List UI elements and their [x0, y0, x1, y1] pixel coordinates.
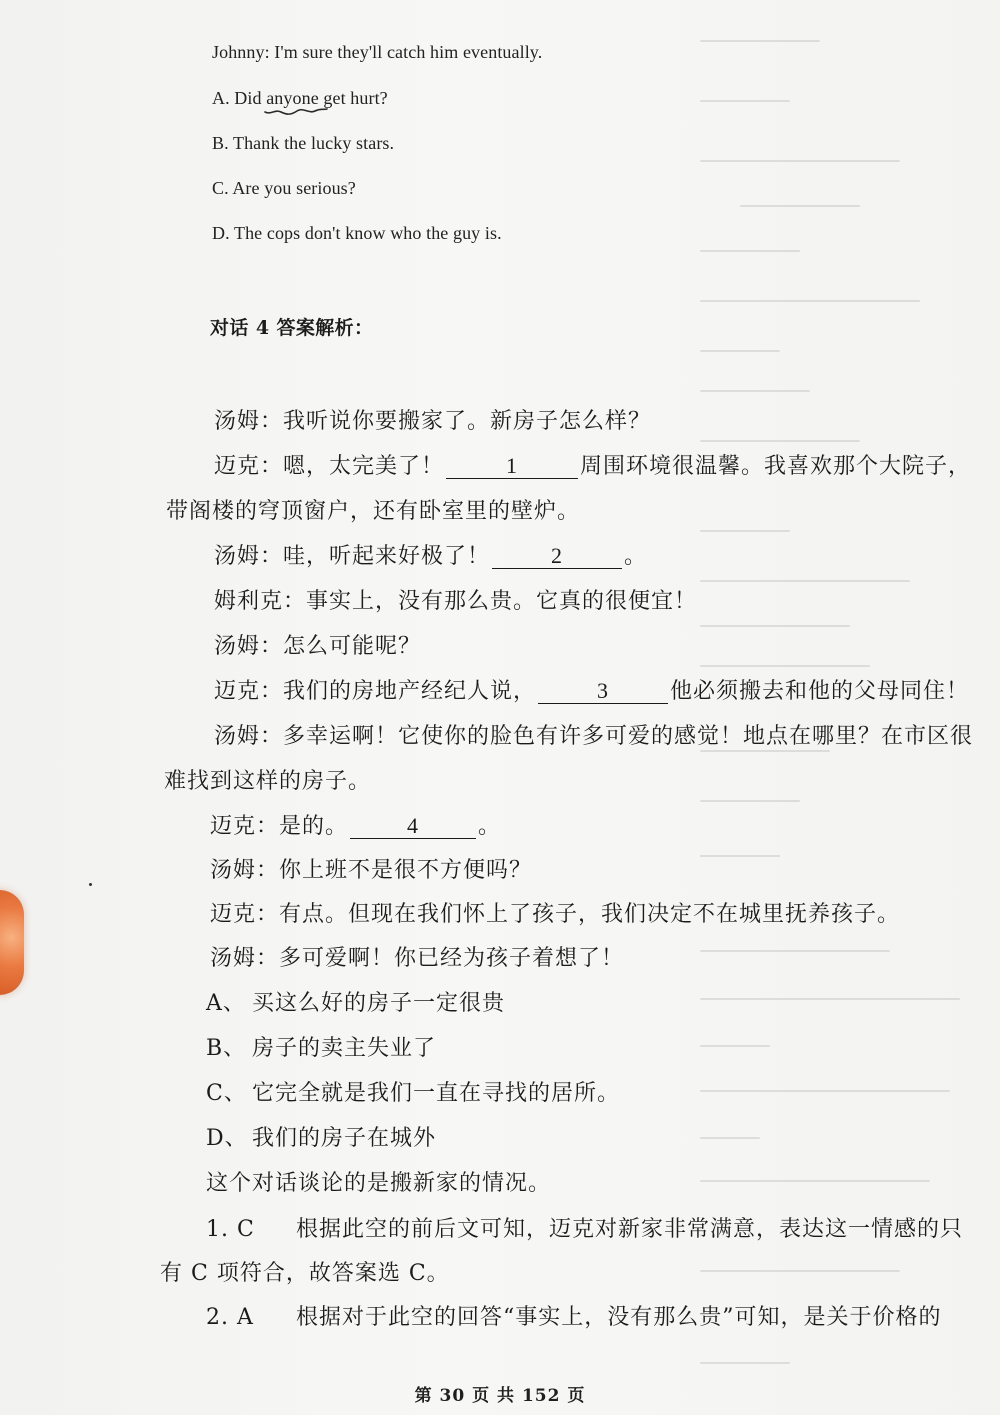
dialogue-line-6-post: 他必须搬去和他的父母同住！	[670, 679, 970, 704]
answer-option-d-letter: D、	[206, 1126, 248, 1151]
bleed-through-text	[640, 0, 1000, 1415]
answer-option-c	[206, 1076, 620, 1107]
dust-speck	[89, 883, 92, 886]
analysis-1	[206, 1212, 963, 1243]
dialogue-line-8-pre: 迈克：是的。	[210, 814, 349, 839]
dialogue-line-4: 姆利克：事实上，没有那么贵。它真的很便宜！	[214, 589, 698, 614]
option-a	[212, 88, 388, 109]
blank-1: 1	[446, 454, 578, 479]
analysis-2-text: 根据对于此空的回答“事实上，没有那么贵”可知，是关于价格的	[296, 1305, 942, 1330]
dialogue-line-6-pre: 迈克：我们的房地产经纪人说，	[214, 679, 537, 704]
dialogue-line-5: 汤姆：怎么可能呢？	[214, 634, 422, 659]
answer-option-b-text: 房子的卖主失业了	[252, 1036, 437, 1061]
johnny-line: Johnny: I'm sure they'll catch him eventually.	[212, 42, 543, 62]
blank-4: 4	[350, 814, 476, 839]
underlined-word	[266, 88, 319, 109]
dialogue-line-7: 汤姆：多幸运啊！它使你的脸色有许多可爱的感觉！地点在哪里？在市区很	[214, 724, 974, 749]
analysis-2	[206, 1300, 942, 1331]
summary-line: 这个对话谈论的是搬新家的情况。	[206, 1171, 552, 1196]
dialogue-line-3-pre: 汤姆：哇，听起来好极了！	[214, 544, 491, 569]
underlined-word-text: anyone	[266, 88, 319, 108]
option-c: C. Are you serious?	[212, 178, 356, 198]
dialogue-line-1: 汤姆：我听说你要搬家了。新房子怎么样？	[214, 409, 652, 434]
dialogue-line-8-post: 。	[478, 814, 502, 839]
blank-3: 3	[538, 679, 668, 704]
answer-option-b	[206, 1031, 436, 1062]
answer-option-a-text: 买这么好的房子一定很贵	[252, 991, 506, 1016]
analysis-1-continuation: 有 C 项符合，故答案选 C。	[160, 1261, 450, 1286]
analysis-1-text: 根据此空的前后文可知，迈克对新家非常满意，表达这一情感的只	[296, 1217, 964, 1242]
option-b: B. Thank the lucky stars.	[212, 133, 395, 153]
dialogue-line-8	[210, 809, 501, 840]
answer-option-d-text: 我们的房子在城外	[252, 1126, 437, 1151]
dialogue-line-11: 汤姆：多可爱啊！你已经为孩子着想了！	[210, 946, 625, 971]
answer-option-a-letter: A、	[206, 991, 246, 1016]
dialogue-line-9: 汤姆：你上班不是很不方便吗？	[210, 858, 533, 883]
dialogue-line-2-pre: 迈克：嗯，太完美了！	[214, 454, 445, 479]
answer-option-b-letter: B、	[206, 1036, 247, 1061]
page-number: 第 30 页 共 152 页	[414, 1386, 586, 1406]
answer-option-a	[206, 986, 505, 1017]
dialogue-line-10: 迈克：有点。但现在我们怀上了孩子，我们决定不在城里抚养孩子。	[210, 902, 901, 927]
answer-option-c-letter: C、	[206, 1081, 247, 1106]
dialogue-line-7-continuation: 难找到这样的房子。	[164, 769, 372, 794]
option-a-suffix: get hurt?	[318, 88, 388, 108]
dialogue-line-3-post: 。	[624, 544, 648, 569]
analysis-2-label: 2. A	[206, 1305, 254, 1330]
thumb-shadow	[0, 890, 24, 995]
analysis-1-label: 1. C	[206, 1217, 255, 1242]
handwritten-underline-icon	[263, 107, 329, 117]
section-heading: 对话 4 答案解析：	[210, 317, 374, 339]
answer-option-d	[206, 1121, 436, 1152]
dialogue-line-6	[214, 674, 969, 705]
dialogue-line-3	[214, 539, 647, 570]
dialogue-line-2	[214, 449, 971, 480]
blank-2: 2	[492, 544, 622, 569]
option-a-prefix: A. Did	[212, 88, 267, 108]
answer-option-c-text: 它完全就是我们一直在寻找的居所。	[252, 1081, 621, 1106]
dialogue-line-2-continuation: 带阁楼的穹顶窗户，还有卧室里的壁炉。	[166, 499, 581, 524]
option-d: D. The cops don't know who the guy is.	[212, 223, 502, 243]
dialogue-line-2-post: 周围环境很温馨。我喜欢那个大院子，	[580, 454, 972, 479]
